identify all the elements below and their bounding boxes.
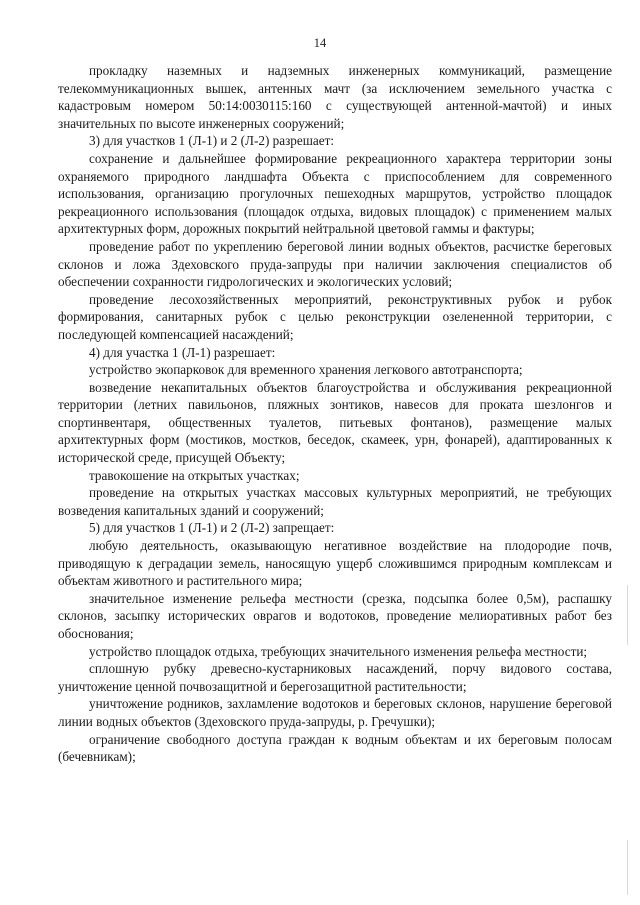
paragraph: уничтожение родников, захламление водотоков и береговых склонов, нарушение береговой линии водных объектов (Здеховского пруда-запруды, р. Гречушки);: [58, 696, 612, 729]
paragraph: любую деятельность, оказывающую негативное воздействие на плодородие почв, приводящую к деградации земель, наносящую ущерб сложившимся природным комплексам и объектам животного и растительного мира;: [58, 538, 612, 589]
paragraph: проведение работ по укреплению береговой линии водных объектов, расчистке береговых склонов и ложа Здеховского пруда-запруды при наличии заключения специалистов об обеспечении сохранности гидрологических и экологических условий;: [58, 238, 612, 290]
paragraph: 4) для участка 1 (Л-1) разрешает:: [89, 344, 276, 360]
scan-artifact: [627, 585, 628, 645]
paragraph: возведение некапитальных объектов благоустройства и обслуживания рекреационной территории (летних павильонов, пляжных зонтиков, навесов для проката шезлонгов и спортинвентаря, общественных туалетов, питьевых фонтанов), размещение малых архитектурных форм (мостиков, мостков, беседок, скамеек, урн, фонарей), адаптированных к исторической среде, присущей Объекту;: [58, 379, 612, 466]
paragraph: травокошение на открытых участках;: [89, 467, 300, 483]
page-number: 14: [313, 36, 327, 50]
scan-artifact: [627, 840, 628, 895]
paragraph: устройство площадок отдыха, требующих значительного изменения рельефа местности;: [89, 643, 588, 659]
paragraph: значительное изменение рельефа местности (срезка, подсыпка более 0,5м), распашку склонов, засыпку исторических оврагов и водотоков, проведение мелиоративных работ без обоснования;: [58, 590, 612, 641]
paragraph: проведение лесохозяйственных мероприятий, реконструктивных рубок и рубок формирования, санитарных рубок с целью реконструкции озелененной территории, с последующей компенсацией насаждений;: [58, 291, 612, 342]
paragraph: устройство экопарковок для временного хранения легкового автотранспорта;: [89, 362, 523, 378]
paragraph: ограничение свободного доступа граждан к водным объектам и их береговым полосам (бечевникам);: [58, 731, 612, 765]
paragraph: 5) для участков 1 (Л-1) и 2 (Л-2) запрещает:: [89, 520, 335, 536]
paragraph: сплошную рубку древесно-кустарниковых насаждений, порчу видового состава, уничтожение ценной почвозащитной и берегозащитной растительности;: [58, 661, 612, 694]
document-body: [58, 62, 612, 766]
paragraph: проведение на открытых участках массовых культурных мероприятий, не требующих возведения капитальных зданий и сооружений;: [58, 485, 612, 518]
paragraph: 3) для участков 1 (Л-1) и 2 (Л-2) разрешает:: [89, 133, 335, 149]
paragraph: сохранение и дальнейшее формирование рекреационного характера территории зоны охраняемого природного ландшафта Объекта с приспособлением для современного использования, организацию прогулочных пешеходных маршрутов, устройство площадок рекреационного использования (площадок отдыха, видовых площадок) с применением малых архитектурных форм, дорожных покрытий нейтральной цветовой гаммы и фактуры;: [58, 150, 612, 237]
paragraph: прокладку наземных и надземных инженерных коммуникаций, размещение телекоммуникационных вышек, антенных мачт (за исключением земельного участка с кадастровым номером 50:14:0030115:160 с существующей антенной-мачтой) и иных значительных по высоте инженерных сооружений;: [58, 63, 612, 131]
